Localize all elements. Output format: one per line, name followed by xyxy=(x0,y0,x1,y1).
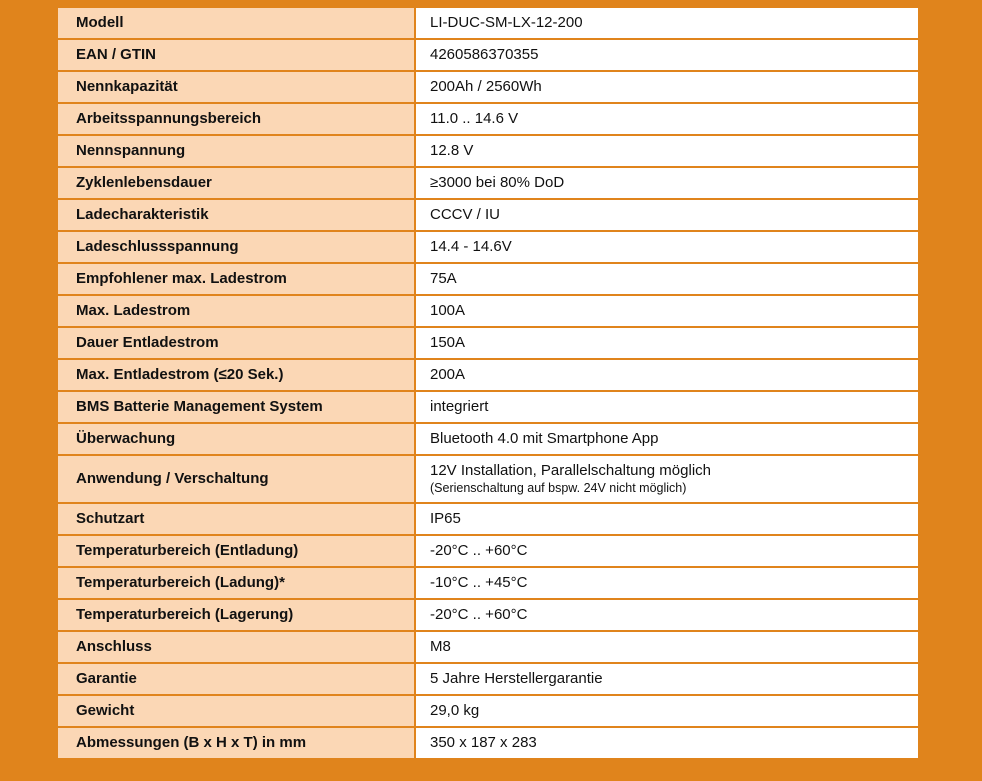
spec-label: Ladecharakteristik xyxy=(58,200,416,232)
spec-row-model xyxy=(58,8,918,40)
spec-label: Arbeitsspannungsbereich xyxy=(58,104,416,136)
spec-row-max-charge-current xyxy=(58,296,918,328)
spec-value: 5 Jahre Herstellergarantie xyxy=(416,664,918,696)
spec-label: Schutzart xyxy=(58,504,416,536)
spec-value: IP65 xyxy=(416,504,918,536)
spec-label: Ladeschlussspannung xyxy=(58,232,416,264)
spec-value: 4260586370355 xyxy=(416,40,918,72)
spec-table-body xyxy=(58,8,918,760)
spec-row-temp-storage xyxy=(58,600,918,632)
spec-value: integriert xyxy=(416,392,918,424)
spec-value: M8 xyxy=(416,632,918,664)
spec-table xyxy=(58,8,918,760)
spec-label: Zyklenlebensdauer xyxy=(58,168,416,200)
spec-value: -20°C .. +60°C xyxy=(416,600,918,632)
spec-label: Abmessungen (B x H x T) in mm xyxy=(58,728,416,760)
spec-value: 200Ah / 2560Wh xyxy=(416,72,918,104)
spec-row-charge-characteristic xyxy=(58,200,918,232)
spec-label: EAN / GTIN xyxy=(58,40,416,72)
spec-value: -10°C .. +45°C xyxy=(416,568,918,600)
spec-label: Temperaturbereich (Ladung)* xyxy=(58,568,416,600)
spec-value: Bluetooth 4.0 mit Smartphone App xyxy=(416,424,918,456)
spec-value-main: 12V Installation, Parallelschaltung möglich xyxy=(430,462,711,479)
spec-label: Max. Entladestrom (≤20 Sek.) xyxy=(58,360,416,392)
spec-label: Dauer Entladestrom xyxy=(58,328,416,360)
spec-value: 200A xyxy=(416,360,918,392)
spec-row-recommended-charge-current xyxy=(58,264,918,296)
spec-row-weight xyxy=(58,696,918,728)
spec-value: 350 x 187 x 283 xyxy=(416,728,918,760)
spec-row-capacity xyxy=(58,72,918,104)
spec-value: 11.0 .. 14.6 V xyxy=(416,104,918,136)
spec-label: Anwendung / Verschaltung xyxy=(58,456,416,504)
spec-row-end-charge-voltage xyxy=(58,232,918,264)
spec-row-temp-discharge xyxy=(58,536,918,568)
spec-row-dimensions xyxy=(58,728,918,760)
spec-row-bms xyxy=(58,392,918,424)
spec-label: Temperaturbereich (Lagerung) xyxy=(58,600,416,632)
spec-value: -20°C .. +60°C xyxy=(416,536,918,568)
spec-value xyxy=(416,456,918,504)
spec-value-note: (Serienschaltung auf bspw. 24V nicht möglich) xyxy=(430,481,687,495)
spec-value: 100A xyxy=(416,296,918,328)
spec-row-ean xyxy=(58,40,918,72)
spec-label: Max. Ladestrom xyxy=(58,296,416,328)
spec-value: ≥3000 bei 80% DoD xyxy=(416,168,918,200)
spec-row-monitoring xyxy=(58,424,918,456)
spec-value: 12.8 V xyxy=(416,136,918,168)
spec-row-warranty xyxy=(58,664,918,696)
spec-label: Anschluss xyxy=(58,632,416,664)
spec-row-connector xyxy=(58,632,918,664)
spec-label: Modell xyxy=(58,8,416,40)
spec-row-voltage-range xyxy=(58,104,918,136)
spec-row-nominal-voltage xyxy=(58,136,918,168)
spec-row-temp-charge xyxy=(58,568,918,600)
spec-value: 14.4 - 14.6V xyxy=(416,232,918,264)
spec-row-max-discharge xyxy=(58,360,918,392)
spec-label: BMS Batterie Management System xyxy=(58,392,416,424)
spec-row-application xyxy=(58,456,918,504)
spec-value: 150A xyxy=(416,328,918,360)
spec-row-protection xyxy=(58,504,918,536)
spec-row-cycle-life xyxy=(58,168,918,200)
spec-value: LI-DUC-SM-LX-12-200 xyxy=(416,8,918,40)
spec-label: Gewicht xyxy=(58,696,416,728)
spec-label: Nennkapazität xyxy=(58,72,416,104)
spec-label: Empfohlener max. Ladestrom xyxy=(58,264,416,296)
spec-label: Garantie xyxy=(58,664,416,696)
spec-value: CCCV / IU xyxy=(416,200,918,232)
spec-row-continuous-discharge xyxy=(58,328,918,360)
spec-label: Temperaturbereich (Entladung) xyxy=(58,536,416,568)
spec-value: 75A xyxy=(416,264,918,296)
spec-label: Überwachung xyxy=(58,424,416,456)
spec-label: Nennspannung xyxy=(58,136,416,168)
spec-value: 29,0 kg xyxy=(416,696,918,728)
